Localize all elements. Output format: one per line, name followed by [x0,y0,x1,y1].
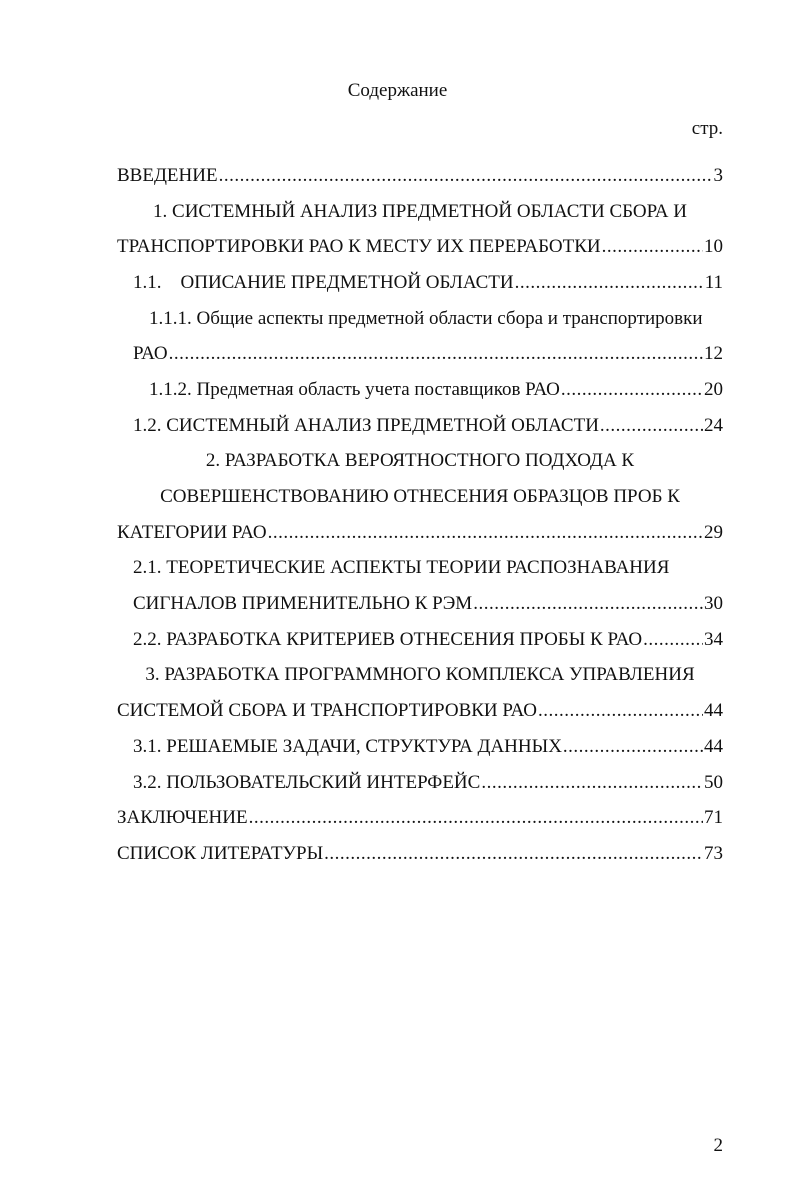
toc-entry-text: СПИСОК ЛИТЕРАТУРЫ [117,842,324,864]
page-number: 2 [713,1135,723,1156]
toc-entry-text: 1.2. СИСТЕМНЫЙ АНАЛИЗ ПРЕДМЕТНОЙ ОБЛАСТИ [133,414,599,436]
toc-entry-1-1[interactable] [117,265,723,301]
toc-entry-1-1-1[interactable] [117,336,723,372]
toc-entry-page: 11 [704,271,723,293]
toc-entry-text: СИСТЕМОЙ СБОРА И ТРАНСПОРТИРОВКИ РАО [117,700,538,722]
toc-entry-text: РАО [133,343,168,365]
page-column-label: стр. [691,118,723,139]
toc-entry-2-2[interactable] [117,622,723,658]
toc-entry-2-1[interactable] [117,586,723,622]
toc-entry-text: 2. РАЗРАБОТКА ВЕРОЯТНОСТНОГО ПОДХОДА К [205,450,635,472]
dot-leader [481,772,703,794]
dot-leader [219,165,713,187]
toc-entry-text: ЗАКЛЮЧЕНИЕ [117,807,248,829]
dot-leader [561,379,703,401]
dot-leader [600,415,703,437]
toc-entry-page: 12 [704,343,723,365]
dot-leader [324,843,703,865]
toc-entry-1-1-2[interactable] [117,372,723,408]
toc-entry-3-2[interactable] [117,765,723,801]
toc-entry-page: 3 [713,164,723,186]
toc-entry-page: 71 [704,807,723,829]
toc-entry-chapter-3[interactable] [117,693,723,729]
toc-entry-page: 29 [704,521,723,543]
toc-title: Содержание [347,80,448,101]
toc-entry-page: 30 [704,593,723,615]
toc-entry-text: СИГНАЛОВ ПРИМЕНИТЕЛЬНО К РЭМ [133,593,473,615]
dot-leader [538,700,703,722]
toc-entry-text: 3.1. РЕШАЕМЫЕ ЗАДАЧИ, СТРУКТУРА ДАННЫХ [133,735,562,757]
dot-leader [268,522,703,544]
dot-leader [473,593,703,615]
toc-entry-page: 34 [704,628,723,650]
toc-entry-introduction[interactable] [117,158,723,194]
toc-entry-page: 44 [704,735,723,757]
toc-entry-page: 73 [704,842,723,864]
toc-entry-3-1[interactable] [117,729,723,765]
toc-entry-page: 20 [704,378,723,400]
toc-entry-text: КАТЕГОРИИ РАО [117,521,267,543]
toc-entry-text: 1. СИСТЕМНЫЙ АНАЛИЗ ПРЕДМЕТНОЙ ОБЛАСТИ СБОРА И [153,200,687,222]
dot-leader [643,629,703,651]
toc-entry-references[interactable] [117,836,723,872]
toc-entry-chapter-2[interactable] [117,515,723,551]
toc-entry-2-1-heading[interactable] [117,551,723,587]
toc-entry-page: 50 [704,771,723,793]
dot-leader [602,236,703,258]
toc-entry-text: СОВЕРШЕНСТВОВАНИЮ ОТНЕСЕНИЯ ОБРАЗЦОВ ПРОБ К [160,486,680,508]
toc-entry-page: 44 [704,700,723,722]
toc-entry-text: 2.2. РАЗРАБОТКА КРИТЕРИЕВ ОТНЕСЕНИЯ ПРОБЫ К РАО [133,628,643,650]
toc-entry-text: 1.1.1. Общие аспекты предметной области сбора и транспортировки [149,307,703,329]
dot-leader [515,272,704,294]
toc-entry-chapter-1[interactable] [117,229,723,265]
toc-entry-chapter-3-heading[interactable] [117,658,723,694]
toc-entry-1-1-1-heading[interactable] [117,301,723,337]
toc-entry-text: ВВЕДЕНИЕ [117,164,218,186]
toc-entry-text: 3.2. ПОЛЬЗОВАТЕЛЬСКИЙ ИНТЕРФЕЙС [133,771,481,793]
toc-entry-chapter-2-heading-1[interactable] [117,444,723,480]
toc-entry-text: 1.1.2. Предметная область учета поставщиков РАО [149,378,560,400]
dot-leader [169,343,703,365]
toc-entry-text: 2.1. ТЕОРЕТИЧЕСКИЕ АСПЕКТЫ ТЕОРИИ РАСПОЗНАВАНИЯ [133,557,670,579]
toc-entry-chapter-1-heading[interactable] [117,194,723,230]
toc-entry-page: 10 [704,236,723,258]
dot-leader [249,807,703,829]
toc-entry-text: 1.1. ОПИСАНИЕ ПРЕДМЕТНОЙ ОБЛАСТИ [133,271,514,293]
toc-entry-text: ТРАНСПОРТИРОВКИ РАО К МЕСТУ ИХ ПЕРЕРАБОТКИ [117,236,601,258]
table-of-contents [117,158,723,872]
toc-entry-1-2[interactable] [117,408,723,444]
toc-entry-page: 24 [704,414,723,436]
dot-leader [563,736,703,758]
toc-entry-text: 3. РАЗРАБОТКА ПРОГРАММНОГО КОМПЛЕКСА УПРАВЛЕНИЯ [145,664,695,686]
toc-entry-chapter-2-heading-2[interactable] [117,479,723,515]
toc-entry-conclusion[interactable] [117,800,723,836]
